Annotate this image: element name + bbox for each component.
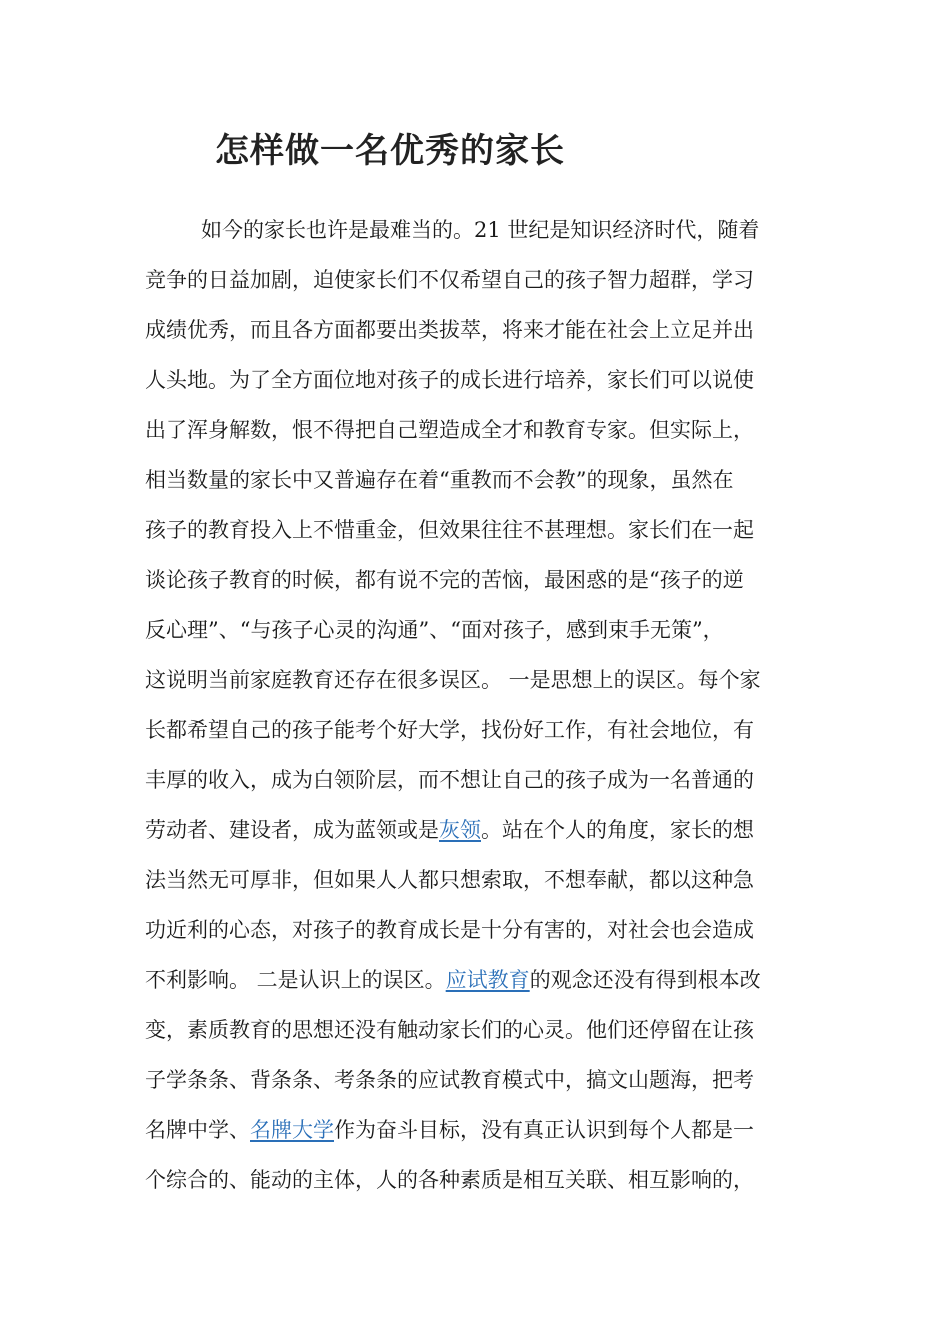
body-line	[145, 1155, 825, 1205]
body-text-segment: 相当数量的家长中又普遍存在着“重教而不会教”的现象，虽然在	[145, 468, 734, 492]
body-text-segment: 丰厚的收入，成为白领阶层，而不想让自己的孩子成为一名普通的	[145, 768, 754, 792]
body-text-segment: 成绩优秀，而且各方面都要出类拔萃，将来才能在社会上立足并出	[145, 318, 754, 342]
body-text-segment: 法当然无可厚非，但如果人人都只想索取，不想奉献，都以这种急	[145, 868, 754, 892]
body-line	[145, 655, 825, 705]
body-text-segment: 功近利的心态，对孩子的教育成长是十分有害的，对社会也会造成	[145, 918, 754, 942]
inline-link[interactable]: 应试教育	[445, 968, 530, 992]
body-line	[145, 305, 825, 355]
body-text-segment: 出了浑身解数，恨不得把自己塑造成全才和教育专家。但实际上，	[145, 418, 754, 442]
body-line	[145, 905, 825, 955]
body-line	[145, 555, 825, 605]
inline-link[interactable]: 名牌大学	[250, 1118, 334, 1142]
document-body	[145, 205, 825, 1205]
body-line	[145, 505, 825, 555]
body-text-segment: 谈论孩子教育的时候，都有说不完的苦恼，最困惑的是“孩子的逆	[145, 568, 744, 592]
body-text-segment: 作为奋斗目标，没有真正认识到每个人都是一	[334, 1118, 754, 1142]
body-line	[145, 405, 825, 455]
body-text-segment: 变，素质教育的思想还没有触动家长们的心灵。他们还停留在让孩	[145, 1018, 754, 1042]
body-line	[145, 255, 825, 305]
document-title: 怎样做一名优秀的家长	[215, 131, 565, 171]
body-line	[145, 1055, 825, 1105]
inline-link[interactable]: 灰领	[439, 818, 481, 842]
body-line	[145, 1105, 825, 1155]
body-text-segment: 这说明当前家庭教育还存在很多误区。 一是思想上的误区。每个家	[145, 668, 761, 692]
body-text-segment: 的观念还没有得到根本改	[529, 968, 761, 992]
body-line	[145, 805, 825, 855]
body-line	[145, 855, 825, 905]
body-text-segment: 不利影响。 二是认识上的误区。	[145, 968, 446, 992]
body-line	[145, 1005, 825, 1055]
body-text-segment: 长都希望自己的孩子能考个好大学，找份好工作，有社会地位，有	[145, 718, 754, 742]
body-text-segment: 反心理”、“与孩子心灵的沟通”、“面对孩子，感到束手无策”，	[145, 618, 724, 642]
body-line	[145, 355, 825, 405]
body-text-segment: 孩子的教育投入上不惜重金，但效果往往不甚理想。家长们在一起	[145, 518, 754, 542]
body-line	[145, 605, 825, 655]
body-text-segment: 劳动者、建设者，成为蓝领或是	[145, 818, 439, 842]
body-line	[145, 205, 825, 255]
body-line	[145, 955, 825, 1005]
body-line	[145, 455, 825, 505]
body-text-segment: 名牌中学、	[145, 1118, 250, 1142]
body-text-segment: 。站在个人的角度，家长的想	[481, 818, 754, 842]
body-text-segment: 如今的家长也许是最难当的。21 世纪是知识经济时代，随着	[201, 218, 760, 242]
body-text-segment: 人头地。为了全方面位地对孩子的成长进行培养，家长们可以说使	[145, 368, 754, 392]
body-text-segment: 子学条条、背条条、考条条的应试教育模式中，搞文山题海，把考	[145, 1068, 754, 1092]
body-text-segment: 竞争的日益加剧，迫使家长们不仅希望自己的孩子智力超群，学习	[145, 268, 754, 292]
body-text-segment: 个综合的、能动的主体，人的各种素质是相互关联、相互影响的，	[145, 1168, 754, 1192]
body-line	[145, 755, 825, 805]
body-line	[145, 705, 825, 755]
